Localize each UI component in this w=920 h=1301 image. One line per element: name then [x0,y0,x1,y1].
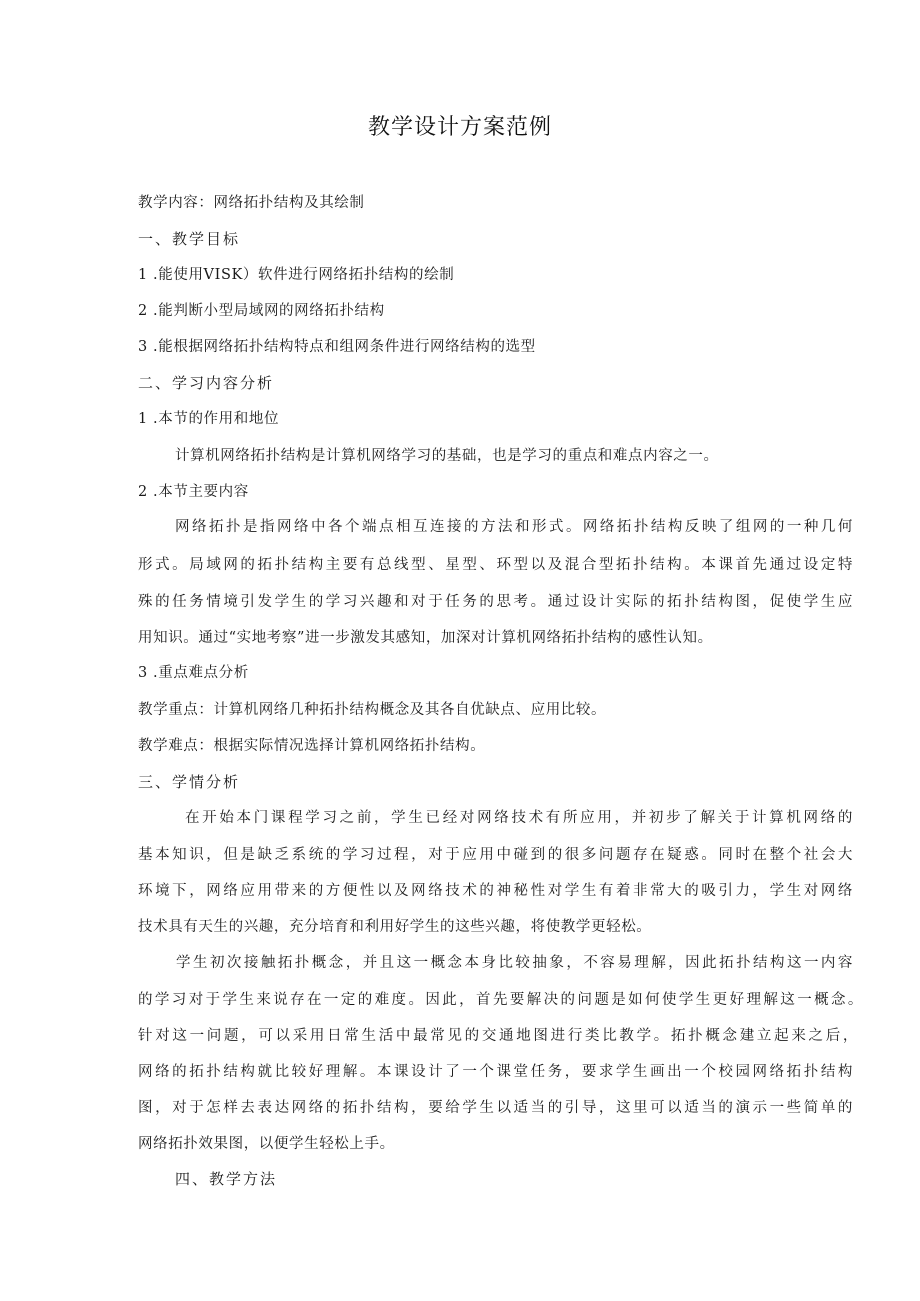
subheading-main-content: 2 .本节主要内容 [138,484,249,500]
paragraph-line: 网络的拓扑结构就比较好理解。本课设计了一个课堂任务，要求学生画出一个校园网络拓扑结构 [138,1064,853,1080]
objective-1: 1 .能使用VISK）软件进行网络拓扑结构的绘制 [138,267,455,283]
paragraph-line: 基本知识，但是缺乏系统的学习过程，对于应用中碰到的很多问题存在疑惑。同时在整个社会大 [138,847,853,863]
paragraph-line: 环境下，网络应用带来的方便性以及网络技术的神秘性对学生有着非常大的吸引力，学生对网络 [138,883,853,899]
subheading-role: 1 .本节的作用和地位 [138,411,280,427]
paragraph-line: 用知识。通过“实地考察”进一步激发其感知，加深对计算机网络拓扑结构的感性认知。 [138,630,713,646]
teaching-difficulty-line: 教学难点：根据实际情况选择计算机网络拓扑结构。 [138,738,486,754]
paragraph-line: 网络拓扑是指网络中各个端点相互连接的方法和形式。网络拓扑结构反映了组网的一种几何 [175,519,853,535]
section-heading-learner-analysis: 三、学情分析 [138,773,241,791]
objective-2: 2 .能判断小型局域网的网络拓扑结构 [138,303,385,319]
subheading-key-points: 3 .重点难点分析 [138,665,249,681]
teaching-focus-line: 教学重点：计算机网络几种拓扑结构概念及其各自优缺点、应用比较。 [138,702,607,718]
objective-3: 3 .能根据网络拓扑结构特点和组网条件进行网络结构的选型 [138,339,536,355]
teaching-content-line: 教学内容：网络拓扑结构及其绘制 [138,195,365,211]
paragraph-line: 图，对于怎样去表达网络的拓扑结构，要给学生以适当的引导，这里可以适当的演示一些简单的 [138,1100,853,1116]
paragraph-line: 网络拓扑效果图，以便学生轻松上手。 [138,1136,395,1152]
section-heading-content-analysis: 二、学习内容分析 [138,374,275,392]
section-heading-objectives: 一、教学目标 [138,230,241,248]
paragraph-line: 形式。局域网的拓扑结构主要有总线型、星型、环型以及混合型拓扑结构。本课首先通过设定特 [138,557,853,573]
paragraph-line: 的学习对于学生来说存在一定的难度。因此，首先要解决的问题是如何使学生更好理解这一概念。 [138,992,863,1008]
paragraph-line: 在开始本门课程学习之前，学生已经对网络技术有所应用，并初步了解关于计算机网络的 [185,810,853,826]
paragraph-line: 殊的任务情境引发学生的学习兴趣和对于任务的思考。通过设计实际的拓扑结构图，促使学生应 [138,594,853,610]
section-heading-teaching-methods: 四、教学方法 [175,1170,278,1188]
paragraph-line: 学生初次接触拓扑概念，并且这一概念本身比较抽象，不容易理解，因此拓扑结构这一内容 [176,955,853,971]
paragraph-line: 针对这一问题，可以采用日常生活中最常见的交通地图进行类比教学。拓扑概念建立起来之后， [138,1028,858,1044]
paragraph-line: 技术具有天生的兴趣，充分培育和利用好学生的这些兴趣，将使教学更轻松。 [138,919,652,935]
paragraph-line: 计算机网络拓扑结构是计算机网络学习的基础，也是学习的重点和难点内容之一。 [175,448,719,464]
document-title: 教学设计方案范例 [367,115,552,140]
